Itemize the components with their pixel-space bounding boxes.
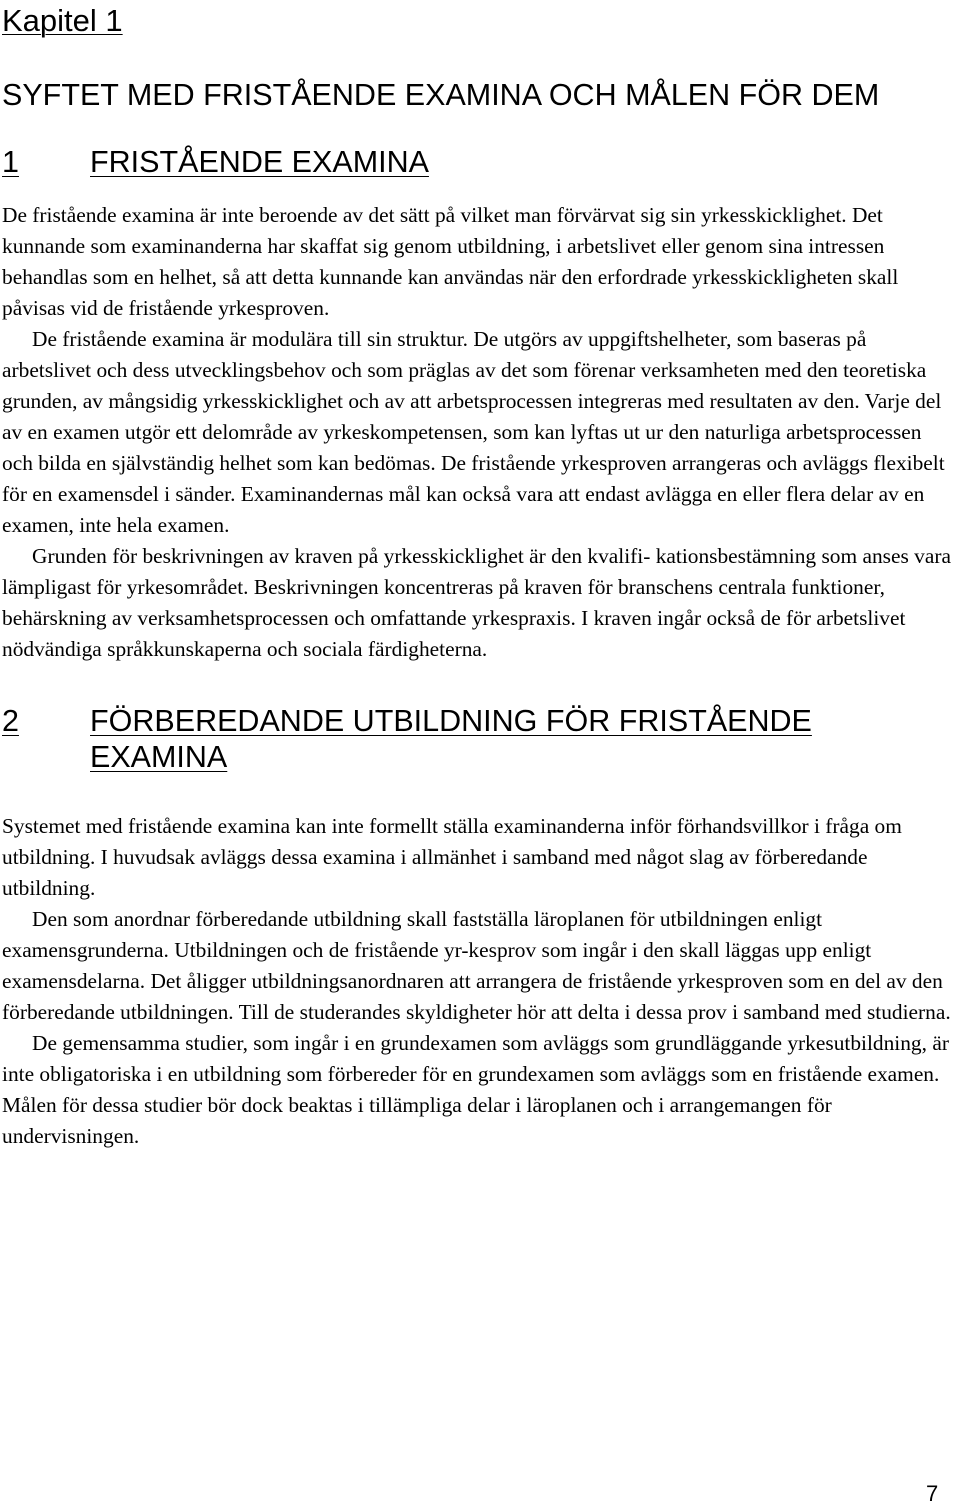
paragraph: De fristående examina är modulära till sin struktur. De utgörs av uppgiftshelheter, som baseras på arbetslivet och dess utvecklingsbehov och som präglas av det som förenar verksamheten med den teoretiska grunden, av mångsidig yrkesskicklighet och av att arbetsprocessen integreras med resultaten av den. Varje del av en examen utgör ett delområde av yrkeskompetensen, som kan lyftas ut ur den naturliga arbetsprocessen och bilda en självständig helhet som kan bedömas. De fristående yrkesproven arrangeras och avläggs flexibelt för en examensdel i sänder. Examinandernas mål kan också vara att endast avlägga en eller flera delar av en examen, inte hela examen. [2,327,945,537]
paragraph: De fristående examina är inte beroende av det sätt på vilket man förvärvat sig sin yrkesskicklighet. Det kunnande som examinanderna har skaffat sig genom utbildning, i arbetslivet eller genom sina intressen behandlas som en helhet, så att detta kunnande kan användas när den erfordrade yrkesskickligheten skall påvisas vid de fristående yrkesproven. [2,203,899,320]
paragraph: Den som anordnar förberedande utbildning skall fastställa läroplanen för utbildningen enligt examensgrunderna. Utbildningen och de fristående yr-kesprov som ingår i den skall läggas upp enligt examensdelarna. Det åligger utbildningsanordnaren att arrangera de fristående yrkesproven som en del av den förberedande utbildningen. Till de studerandes skyldigheter hör att delta i dessa prov i samband med studierna. [2,907,951,1024]
section-heading-1 [2,144,956,180]
page-number: 7 [926,1481,939,1506]
chapter-label-text: Kapitel 1 [2,3,123,38]
section-heading-2 [2,703,956,775]
paragraph: Grunden för beskrivningen av kraven på yrkesskicklighet är den kvalifi- kationsbestämning som anses vara lämpligast för yrkesområdet. Beskrivningen koncentreras på kraven för branschens centrala funktioner, behärskning av verksamhetsprocessen och omfattande yrkespraxis. I kraven ingår också de för arbetslivet nödvändiga språkkunskaperna och sociala färdigheterna. [2,544,951,661]
main-title: SYFTET MED FRISTÅENDE EXAMINA OCH MÅLEN FÖR DEM [2,78,880,112]
section-number-2: 2 [2,704,19,738]
document-page [2,0,956,1152]
paragraph: Systemet med fristående examina kan inte formellt ställa examinanderna inför förhandsvillkor i fråga om utbildning. I huvudsak avläggs dessa examina i allmänhet i samband med något slag av förberedande utbildning. [2,814,902,900]
paragraph: De gemensamma studier, som ingår i en grundexamen som avläggs som grundläggande yrkesutbildning, är inte obligatoriska i en utbildning som förbereder för en grundexamen som avläggs som en fristående examen. Målen för dessa studier bör dock beaktas i tillämpliga delar i läroplanen och i arrangemangen för undervisningen. [2,1031,949,1148]
section-title-2: FÖRBEREDANDE UTBILDNING FÖR FRISTÅENDE EXAMINA [90,704,812,774]
section-title-1: FRISTÅENDE EXAMINA [90,145,429,179]
section-number-1: 1 [2,145,19,179]
chapter-label [2,0,956,40]
section-body-1 [2,200,956,665]
section-body-2 [2,811,956,1152]
